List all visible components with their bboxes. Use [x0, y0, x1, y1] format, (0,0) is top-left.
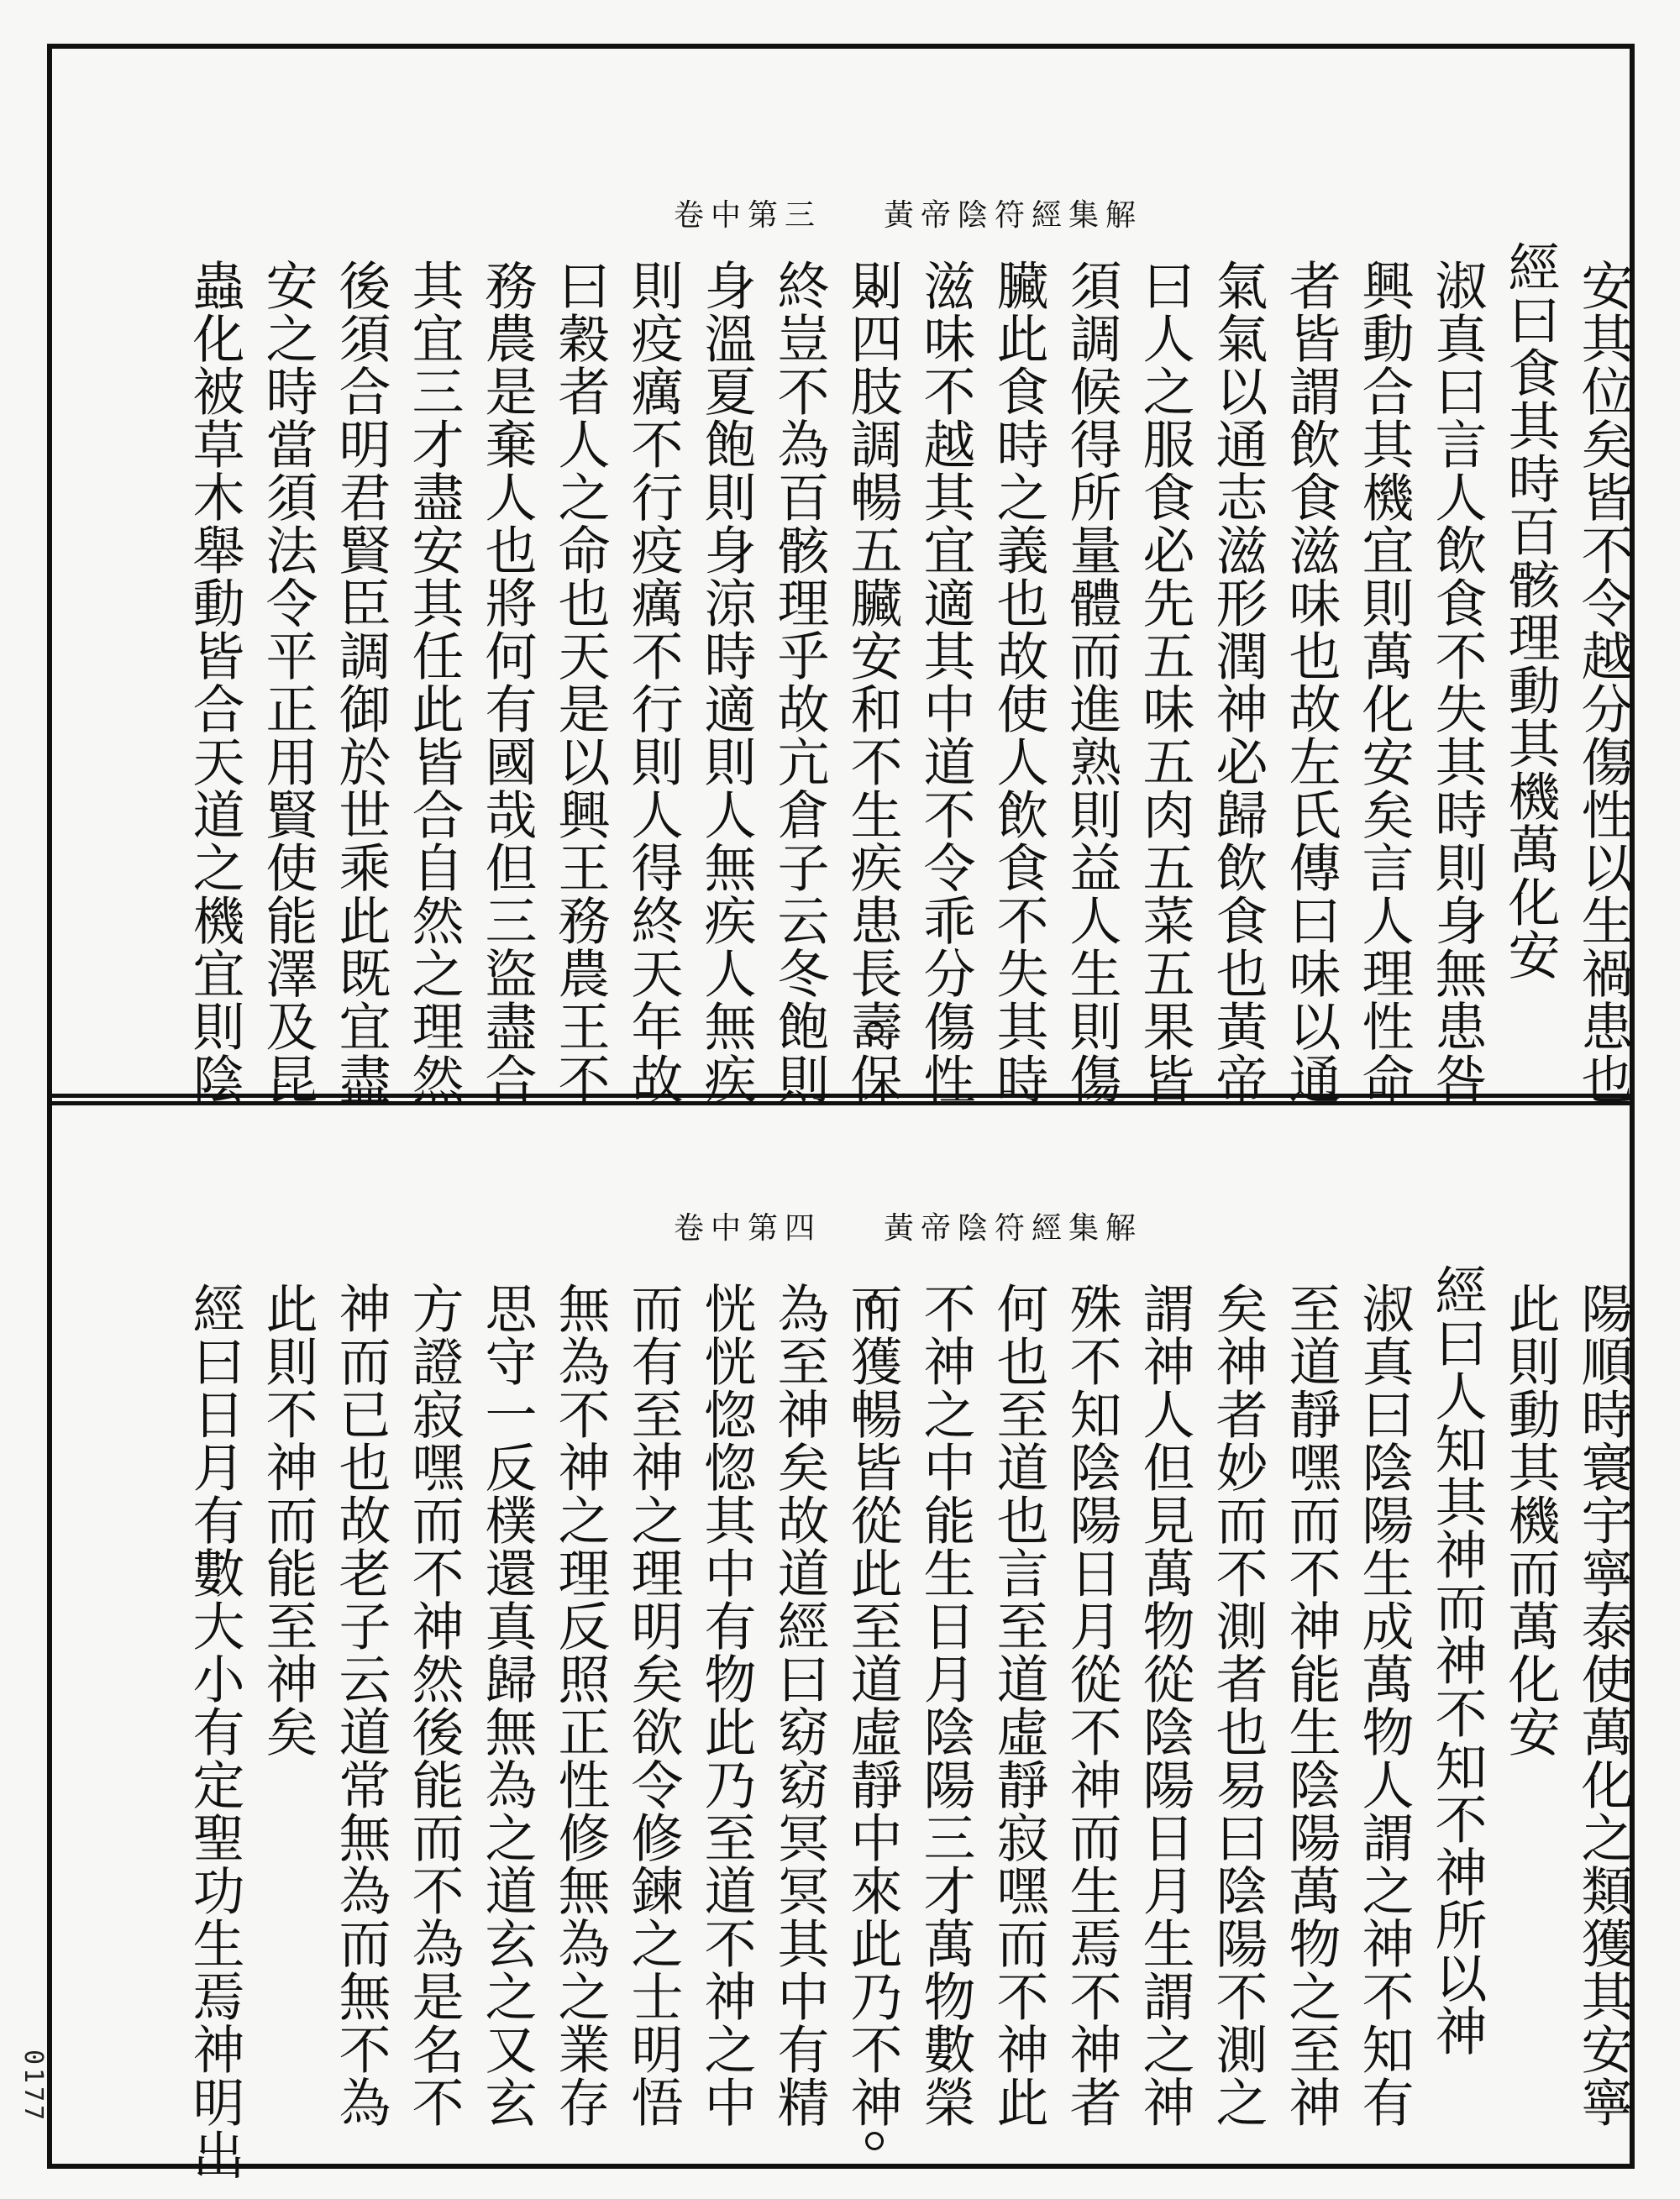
text-column: 務農是棄人也將何有國哉但三盜盡合: [476, 259, 538, 1105]
text-column: 經曰日月有數大小有定聖功生焉神明出: [184, 1282, 245, 2181]
text-column: 恍恍惚惚其中有物此乃至道不神之中: [696, 1282, 757, 2128]
text-column: 而獲暢皆從此至道虛靜中來此乃不神: [842, 1282, 903, 2128]
text-column: 神而已也故老子云道常無為而無不為: [330, 1282, 391, 2128]
header-title: 黃帝陰符經集解: [884, 198, 1143, 233]
header-chapter: 卷中第四: [674, 1211, 822, 1246]
punctuation-circle: [865, 284, 884, 302]
text-column: 淑真曰言人飲食不失其時則身無患咎: [1426, 259, 1488, 1105]
text-column: 身溫夏飽則身涼時適則人無疾人無疾: [696, 259, 757, 1105]
text-column: 經曰食其時百骸理動其機萬化安: [1499, 240, 1561, 981]
text-column: 為至神矣故道經曰窈窈冥冥其中有精: [769, 1282, 830, 2128]
text-column: 則四肢調暢五臟安和不生疾患長壽保: [842, 259, 903, 1105]
text-column: 曰穀者人之命也天是以興王務農王不: [549, 259, 611, 1105]
top-panel: [52, 49, 1634, 1105]
text-column: 而有至神之理明矣欲令修鍊之士明悟: [622, 1282, 684, 2128]
text-column: 方證寂嘿而不神然後能而不為是名不: [403, 1282, 465, 2128]
text-column: 思守一反樸還真歸無為之道玄之又玄: [476, 1282, 538, 2128]
text-column: 經曰人知其神而神不知不神所以神: [1426, 1263, 1488, 2057]
text-column: 須調候得所量體而進熟則益人生則傷: [1061, 259, 1122, 1105]
page-number: 0177: [18, 2049, 48, 2124]
text-column: 何也至道也言至道虛靜寂嘿而不神此: [988, 1282, 1049, 2128]
text-column: 謂神人但見萬物從陰陽日月生謂之神: [1134, 1282, 1195, 2128]
text-column: 氣氣以通志滋形潤神必歸飲食也黃帝: [1207, 259, 1268, 1105]
text-columns: [102, 240, 1640, 1105]
text-column: 終豈不為百骸理乎故亢倉子云冬飽則: [769, 259, 830, 1105]
text-column: 矣神者妙而不測者也易曰陰陽不測之: [1207, 1282, 1268, 2128]
header-chapter: 卷中第三: [674, 198, 822, 233]
text-column: 此則動其機而萬化安: [1499, 1282, 1561, 1758]
text-column: 則疫癘不行疫癘不行則人得終天年故: [622, 259, 684, 1105]
text-column: 至道靜嘿而不神能生陰陽萬物之至神: [1280, 1282, 1341, 2128]
text-column: 安其位矣皆不令越分傷性以生禍患也: [1572, 259, 1634, 1105]
text-column: 滋味不越其宜適其中道不令乖分傷性: [915, 259, 976, 1105]
text-column: 陽順時寰宇寧泰使萬化之類獲其安寧: [1572, 1282, 1634, 2128]
text-column: 後須合明君賢臣調御於世乘此既宜盡: [330, 259, 391, 1105]
text-column: 淑真曰陰陽生成萬物人謂之神不知有: [1353, 1282, 1415, 2128]
text-column: 臟此食時之義也故使人飲食不失其時: [988, 259, 1049, 1105]
text-column: 無為不神之理反照正性修無為之業存: [549, 1282, 611, 2128]
header-title: 黃帝陰符經集解: [884, 1211, 1143, 1246]
text-column: 不神之中能生日月陰陽三才萬物數榮: [915, 1282, 976, 2128]
punctuation-circle: [865, 1021, 884, 1040]
text-column: 其宜三才盡安其任此皆合自然之理然: [403, 259, 465, 1105]
punctuation-circle: [865, 2132, 884, 2150]
text-column: 安之時當須法令平正用賢使能澤及昆: [257, 259, 318, 1105]
text-column: 蟲化被草木舉動皆合天道之機宜則陰: [184, 259, 245, 1105]
text-column: 此則不神而能至神矣: [257, 1282, 318, 1758]
bottom-panel: [52, 1105, 1634, 2181]
text-column: 者皆謂飲食滋味也故左氏傳曰味以通: [1280, 259, 1341, 1105]
text-column: 殊不知陰陽日月從不神而生焉不神者: [1061, 1282, 1122, 2128]
text-columns: [102, 1263, 1640, 2181]
text-column: 曰人之服食必先五味五肉五菜五果皆: [1134, 259, 1195, 1105]
punctuation-circle: [865, 1295, 884, 1314]
text-column: 興動合其機宜則萬化安矣言人理性命: [1353, 259, 1415, 1105]
